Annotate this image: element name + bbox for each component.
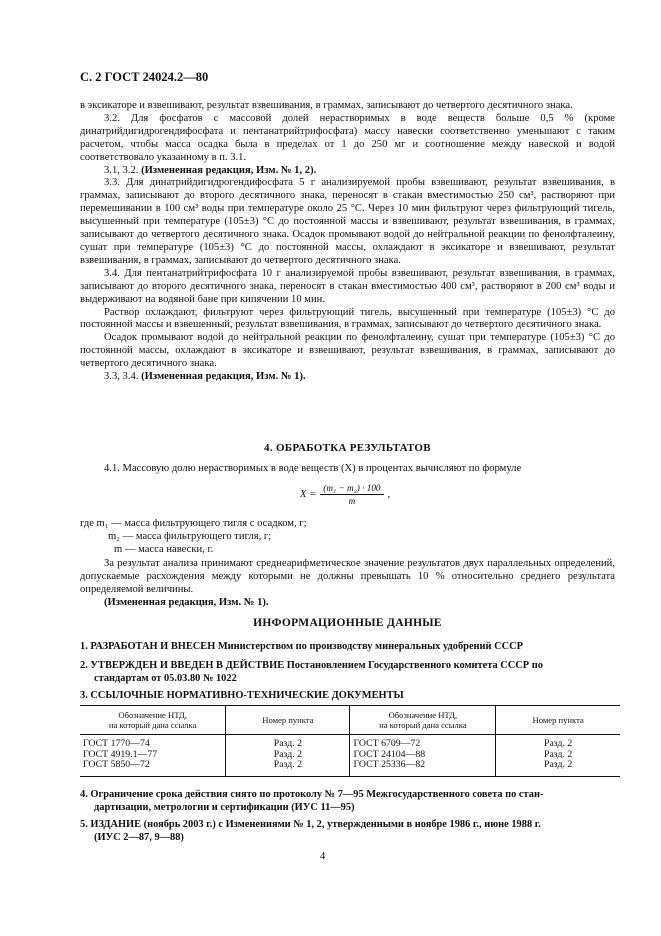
amendment-note: (Измененная редакция, Изм. № 1, 2). <box>141 164 317 176</box>
table-cell-point: Разд. 2 <box>496 760 620 776</box>
table-cell-point: Разд. 2 <box>496 750 620 761</box>
paragraph-amendment-3-1-3-2 <box>80 165 615 178</box>
col-header-doc-1 <box>80 706 226 735</box>
info-title-wrap <box>80 617 615 629</box>
col-header-doc-2-line-1: Обозначение НТД, <box>388 710 458 720</box>
table-cell-point: Разд. 2 <box>226 735 350 750</box>
table-cell-point: Разд. 2 <box>226 750 350 761</box>
where-m2: m₂ — масса фильтрующего тигля, г; <box>108 531 272 542</box>
info-item-5a: 5. ИЗДАНИЕ (ноябрь 2003 г.) с Изменениями № 1, 2, утвержденными в ноябре 1986 г., июне 1988 г. <box>80 819 541 830</box>
paragraph-3-4: 3.4. Для пентанатрийтрифосфата 10 г анализируемой пробы взвешивают, результат взвешивания, в граммах, записывают до второго десятичного знака, переносят в стакан вместимостью 400 см³, растворяют в 200 см³ воды и выдерживают на водяной бане при кипячении 10 мин. <box>80 267 615 305</box>
table-cell-point: Разд. 2 <box>226 760 350 776</box>
amendment-ref: 3.1, 3.2. <box>104 164 139 176</box>
amendment-note: (Измененная редакция, Изм. № 1). <box>141 371 306 383</box>
info-item-1: 1. РАЗРАБОТАН И ВНЕСЕН Министерством по производству минеральных удобрений СССР <box>80 641 523 652</box>
table-row <box>80 735 620 750</box>
where-m: m — масса навески, г. <box>114 544 214 555</box>
paragraph-3-4-wash: Осадок промывают водой до нейтральной реакции по фенолфталеину, сушат при температуре (105±3) °С до постоянной массы, охлаждают в эксикаторе и взвешивают, результат взвешивания, в граммах, записывают до четвертого десятичного знака. <box>80 332 615 370</box>
col-header-point-1: Номер пункта <box>226 706 350 735</box>
table-cell-doc: ГОСТ 6709—72 <box>350 735 496 750</box>
paragraph-amendment-3-3-3-4 <box>80 371 615 384</box>
page-header: С. 2 ГОСТ 24024.2—80 <box>80 70 209 84</box>
info-item-4b: дартизации, метрологии и сертификации (ИУС 11—95) <box>94 802 355 813</box>
reference-table <box>80 705 620 777</box>
table-cell-doc: ГОСТ 1770—74 <box>83 738 150 749</box>
info-item-2b: стандартам от 05.03.80 № 1022 <box>94 673 237 684</box>
paragraph-4-1-wrap <box>80 463 615 476</box>
section-4-title-wrap <box>80 442 615 454</box>
col-header-doc-2 <box>350 706 496 735</box>
col-header-point-2: Номер пункта <box>496 706 620 735</box>
table-cell-doc: ГОСТ 4919.1—77 <box>83 748 158 760</box>
table-cell-doc: ГОСТ 5850—72 <box>80 760 226 776</box>
col-header-doc-1-line-2: на который дана ссылка <box>108 720 197 730</box>
formula-numerator: (m₁ − m₂) · 100 <box>320 483 383 495</box>
paragraph-3-2: 3.2. Для фосфатов с массовой долей нерастворимых в воде веществ больше 0,5 % (кроме динатрийдигидрогендифосфата и пентанатрийтрифосфата) массу навески соответственно уменьшают с таким расчетом, чтобы масса осадка была в пределах от 1 до 250 мг и соотношение между навеской и водой соответствовало указанному в п. 3.1. <box>80 112 615 163</box>
page-number: 4 <box>320 851 326 862</box>
formula-denominator: m <box>348 496 356 506</box>
formula-fraction <box>320 483 383 506</box>
paragraph-4-1: 4.1. Массовую долю нерастворимых в воде веществ (X) в процентах вычисляют по формуле <box>104 463 522 474</box>
paragraph-result-rule: За результат анализа принимают среднеарифметическое значение результатов двух параллельных определений, допускаемые расхождения между которыми не должны превышать 10 % относительно среднего результата определяемой величины. <box>80 558 615 595</box>
col-header-doc-2-line-2: на который дана ссылка <box>379 720 467 730</box>
info-item-3: 3. ССЫЛОЧНЫЕ НОРМАТИВНО-ТЕХНИЧЕСКИЕ ДОКУМЕНТЫ <box>80 690 404 701</box>
section-4-title: 4. ОБРАБОТКА РЕЗУЛЬТАТОВ <box>264 442 431 454</box>
table-header-row <box>80 706 620 735</box>
info-item-5b: (ИУС 2—87, 9—88) <box>94 832 184 843</box>
paragraph-3-1-continuation: в эксикаторе и взвешивают, результат взвешивания, в граммах, записывают до четвертого десятичного знака. <box>80 100 573 111</box>
paragraph-amendment-4: (Измененная редакция, Изм. № 1). <box>104 596 269 608</box>
paragraph-3-4-filter: Раствор охлаждают, фильтруют через фильтрующий тигель, высушенный при температуре (105±3) °С до постоянной массы и взвешенный, результат взвешивания, в граммах, записывают до четвертого десятичного знака. <box>80 306 615 331</box>
col-header-doc-1-line-1: Обозначение НТД, <box>118 710 187 720</box>
amendment-ref: 3.3, 3.4. <box>104 371 139 383</box>
where-m1: где m₁ — масса фильтрующего тигля с осадком, г; <box>80 518 307 529</box>
info-item-4a: 4. Ограничение срока действия снято по протоколу № 7—95 Межгосударственного совета по стан- <box>80 789 544 800</box>
table-row <box>80 750 620 761</box>
body-text-top <box>80 100 615 384</box>
paragraph-3-3: 3.3. Для динатрийдигидрогендифосфата 5 г анализируемой пробы взвешивают, результат взвешивания, в граммах, записывают до второго десятичного знака, переносят в стакан вместимостью 250 см³, растворяют при перемешивании в 100 см³ воды при температуре около 25 °С. Через 10 мин фильтруют через фильтрующий тигель, высушенный при температуре (105±3) °С до постоянной массы и взвешивают, результат взвешивания, в граммах, записывают до четвертого десятичного знака. Осадок промывают водой до нейтральной реакции по фенолфталеину, сушат при температуре (105±3) °С до постоянной массы, охлаждают в эксикаторе и взвешивают, результат взвешивания, в граммах, записывают до четвертого десятичного знака. <box>80 177 615 266</box>
formula-lhs: X = <box>300 489 317 500</box>
formula <box>300 483 390 506</box>
info-title: ИНФОРМАЦИОННЫЕ ДАННЫЕ <box>253 617 442 629</box>
results-block <box>80 558 615 610</box>
table-cell-doc: ГОСТ 25336—82 <box>350 760 496 776</box>
table-cell-point: Разд. 2 <box>496 735 620 750</box>
formula-tail: , <box>387 489 391 500</box>
info-item-2a: 2. УТВЕРЖДЕН И ВВЕДЕН В ДЕЙСТВИЕ Постановлением Государственного комитета СССР по <box>80 660 543 671</box>
table-cell-doc: ГОСТ 24104—88 <box>350 750 496 761</box>
table-row <box>80 760 620 776</box>
